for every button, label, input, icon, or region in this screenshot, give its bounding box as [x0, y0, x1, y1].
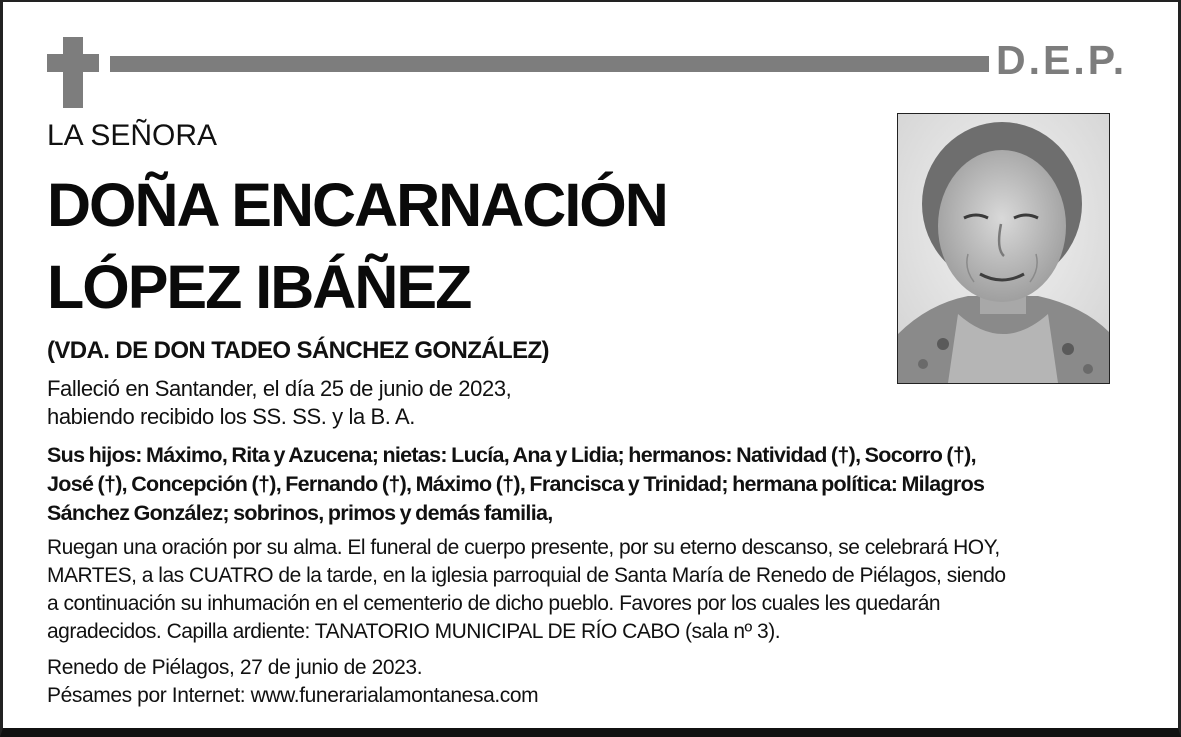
- dep-label: D.E.P.: [996, 37, 1128, 83]
- family-line: José (†), Concepción (†), Fernando (†), Máximo (†), Francisca y Trinidad; hermana política: Milagros: [47, 472, 985, 496]
- place-date: Renedo de Piélagos, 27 de junio de 2023.: [47, 656, 423, 679]
- death-line: habiendo recibido los SS. SS. y la B. A.: [47, 404, 416, 429]
- family-line: Sánchez González; sobrinos, primos y demás familia,: [47, 501, 553, 525]
- deceased-name-line-1: DOÑA ENCARNACIÓN: [47, 171, 667, 239]
- death-line: Falleció en Santander, el día 25 de junio de 2023,: [47, 376, 512, 401]
- closing-block: [47, 654, 538, 710]
- death-details: [47, 375, 511, 431]
- family-line: Sus hijos: Máximo, Rita y Azucena; nietas: Lucía, Ana y Lidia; hermanos: Natividad (†), Socorro (†),: [47, 443, 976, 467]
- funeral-line: agradecidos. Capilla ardiente: TANATORIO MUNICIPAL DE RÍO CABO (sala nº 3).: [47, 620, 781, 643]
- cross-icon-bar: [47, 54, 99, 72]
- cross-icon: [63, 37, 83, 108]
- funeral-line: Ruegan una oración por su alma. El funeral de cuerpo presente, por su eterno descanso, se celebrará HOY,: [47, 536, 1000, 559]
- notice-prefix: LA SEÑORA: [47, 119, 218, 152]
- portrait-image: [898, 114, 1109, 383]
- family-list: [47, 441, 1157, 528]
- portrait-photo: [897, 113, 1110, 384]
- widow-of: (VDA. DE DON TADEO SÁNCHEZ GONZÁLEZ): [47, 337, 549, 364]
- funeral-details: [47, 534, 1157, 646]
- funeral-line: MARTES, a las CUATRO de la tarde, en la iglesia parroquial de Santa María de Renedo de Piélagos, siendo: [47, 564, 1006, 587]
- deceased-name-line-2: LÓPEZ IBÁÑEZ: [47, 253, 471, 321]
- header-rule: [110, 56, 989, 72]
- condolences-website: Pésames por Internet: www.funerarialamontanesa.com: [47, 684, 539, 707]
- funeral-line: a continuación su inhumación en el cementerio de dicho pueblo. Favores por los cuales les quedarán: [47, 592, 941, 615]
